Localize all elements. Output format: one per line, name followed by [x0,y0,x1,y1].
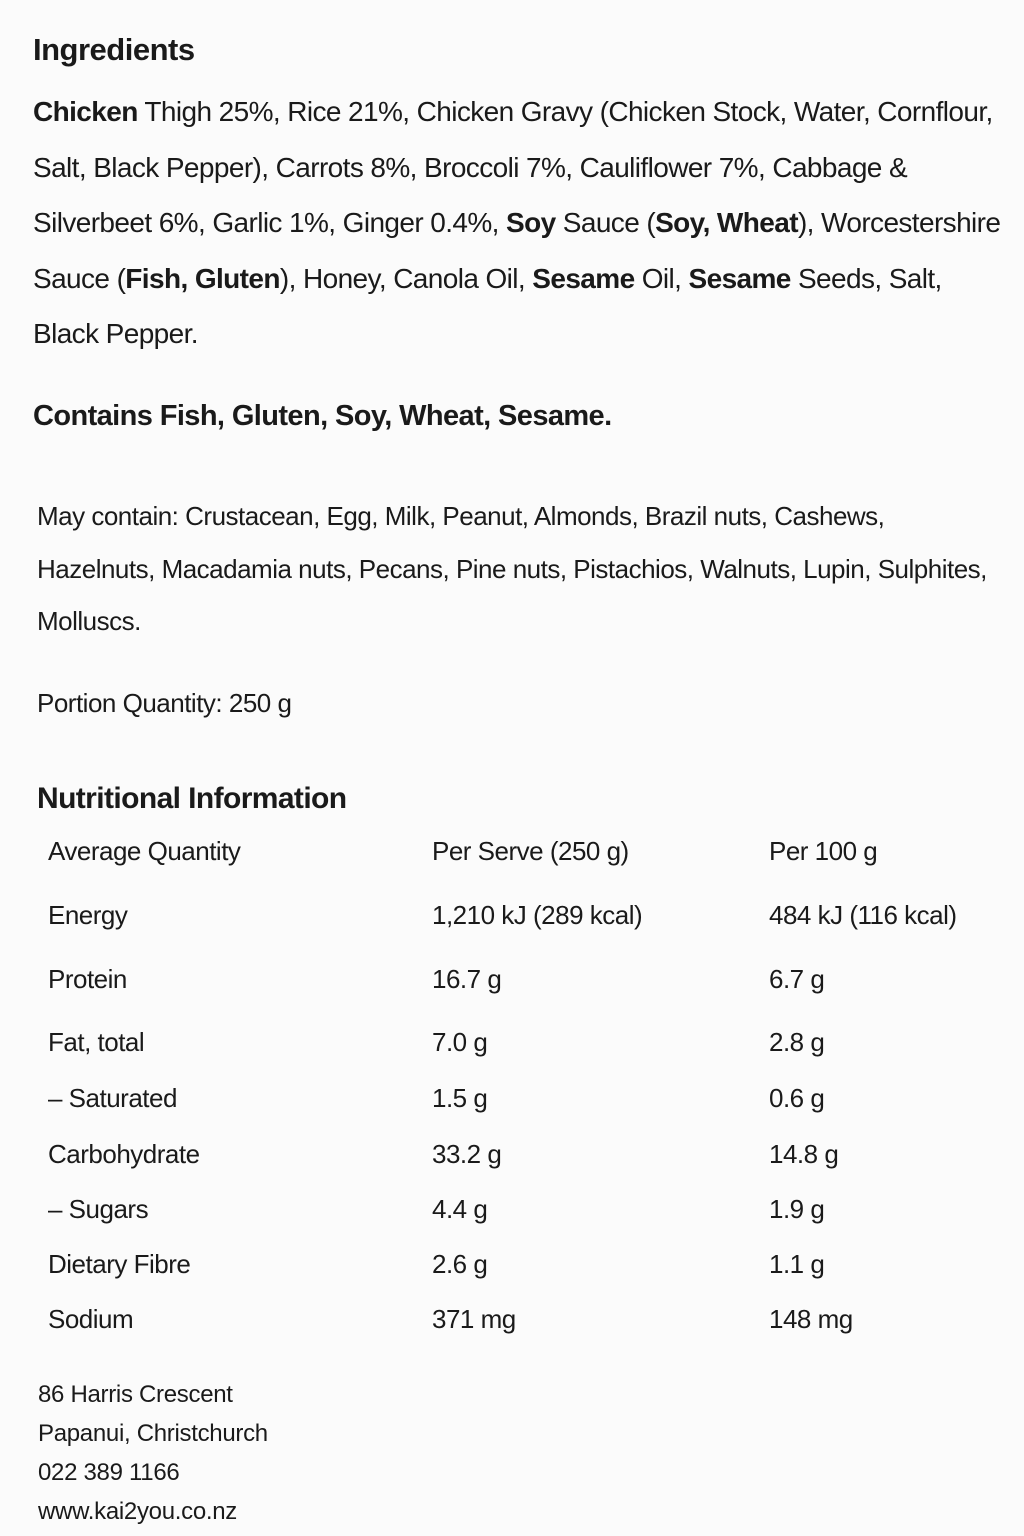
ingredient-allergen: Fish, Gluten [125,262,280,294]
website-link: www.kai2you.co.nz [38,1498,237,1525]
ingredient-allergen: Soy [506,207,556,238]
nutrient-name: Carbohydrate [48,1139,200,1169]
ingredient-text: Sauce ( [555,207,656,238]
per-serve-value: 16.7 g [432,964,502,994]
phone-number: 022 389 1166 [38,1459,180,1486]
ingredient-text: Thigh 25%, Rice 21%, Chicken Gravy (Chicken Stock, Water, Cornflour, Salt, Black Pepper), Carrots 8%, Broccoli 7%, Cauliflower 7%, Cabbage & Silverbeet 6%, Garlic 1%, Ginger 0.4%, [33,96,993,238]
may-contain-statement: May contain: Crustacean, Egg, Milk, Peanut, Almonds, Brazil nuts, Cashews, Hazelnuts, Macadamia nuts, Pecans, Pine nuts, Pistachios, Walnuts, Lupin, Sulphites, Molluscs. [37,501,987,636]
ingredient-text: Seeds, Salt, Black Pepper. [33,262,942,349]
ingredients-heading: Ingredients [33,32,195,67]
address-line: Papanui, Christchurch [38,1420,268,1447]
per-100g-value: 148 mg [769,1304,853,1334]
nutrient-name: Fat, total [48,1027,145,1057]
table-row [48,900,988,964]
column-header: Average Quantity [48,836,241,866]
nutrient-name: Protein [48,964,127,994]
nutrient-name: Energy [48,900,128,930]
per-serve-value: 2.6 g [432,1249,488,1279]
per-serve-value: 7.0 g [432,1027,488,1057]
table-header-row [48,836,988,900]
contact-block [38,1375,268,1531]
per-100g-value: 484 kJ (116 kcal) [769,900,957,930]
nutrition-heading: Nutritional Information [37,782,347,815]
table-row [48,1139,988,1194]
nutrient-name: – Sugars [48,1194,149,1224]
per-100g-value: 1.1 g [769,1249,825,1279]
per-100g-value: 6.7 g [769,964,825,994]
per-100g-value: 14.8 g [769,1139,839,1169]
nutrient-name: Sodium [48,1304,134,1334]
nutrient-name: – Saturated [48,1083,177,1113]
address-line: 86 Harris Crescent [38,1381,233,1408]
nutrient-name: Dietary Fibre [48,1249,191,1279]
per-100g-value: 2.8 g [769,1027,825,1057]
per-serve-value: 4.4 g [432,1194,488,1224]
table-row [48,1194,988,1249]
ingredient-text: ), Worcestershire Sauce ( [33,207,1001,294]
ingredient-text: ), Honey, Canola Oil, [279,262,533,294]
per-serve-value: 1,210 kJ (289 kcal) [432,900,643,930]
table-row [48,1027,988,1083]
ingredient-text: Oil, [634,262,689,294]
table-row [48,1304,988,1359]
per-100g-value: 0.6 g [769,1083,825,1113]
table-row [48,964,988,1027]
nutrition-table [48,836,988,1359]
per-serve-value: 1.5 g [432,1083,488,1113]
ingredient-allergen: Sesame [532,262,635,294]
ingredient-allergen: Chicken [33,96,138,127]
ingredient-allergen: Soy, Wheat [655,207,798,238]
column-header: Per 100 g [769,836,878,866]
contains-statement: Contains Fish, Gluten, Soy, Wheat, Sesame. [33,400,612,432]
table-row [48,1083,988,1139]
per-100g-value: 1.9 g [769,1194,825,1224]
portion-quantity: Portion Quantity: 250 g [37,688,292,718]
column-header: Per Serve (250 g) [432,836,629,866]
ingredient-allergen: Sesame [688,262,791,294]
per-serve-value: 33.2 g [432,1139,502,1169]
table-row [48,1249,988,1304]
per-serve-value: 371 mg [432,1304,516,1334]
ingredients-list [33,84,1003,362]
